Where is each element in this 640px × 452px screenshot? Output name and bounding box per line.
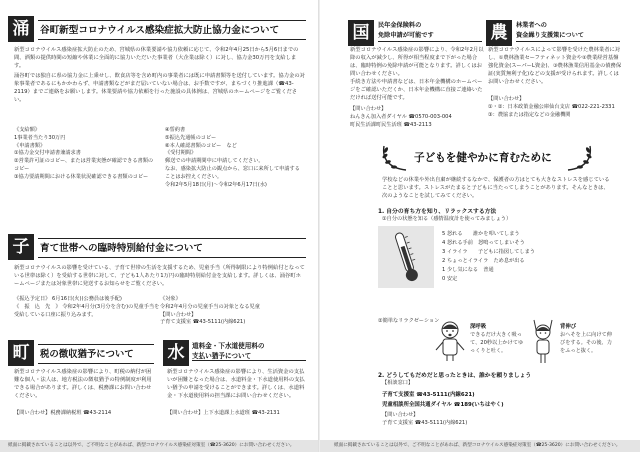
thermometer-icon	[378, 226, 434, 288]
list-item: ③協力要請期間における休業状況確認できる書類のコピー	[14, 173, 149, 180]
section3-contact: 【問い合わせ】税務課納税班 ☎43-2114	[14, 410, 112, 416]
right-section1-title-line1: 民年金保険料の	[378, 22, 422, 29]
list-item: ⑥本人確認書類のコピー など	[165, 142, 237, 149]
section3-title: 税の徴収猶予について	[40, 349, 134, 360]
level-item: 0 安定	[442, 276, 458, 282]
list-item: 1事業者当たり30万円	[14, 134, 66, 141]
level-item: 4 怒れる手前 怒鳴ってしまいそう	[442, 240, 525, 246]
list-item: ①協力金交付申請書兼請求書	[14, 150, 81, 157]
section1-list-left	[14, 127, 154, 182]
right-section2-badge: 農	[486, 20, 512, 46]
right-section1-title-line2: 免除申請が可能です	[378, 32, 434, 39]
emotion-levels	[442, 230, 612, 284]
section3-badge: 町	[8, 340, 34, 366]
right-section3-intro: 学校などの休業や外出自粛が継続するなかで、保護者の方はとても大きなストレスを感じていることと思います。ストレスがたまると子どもに当たってしまうことがあります。そんなときは、次のようなことを試してみてください。	[382, 177, 610, 199]
left-laurel-ornament	[378, 144, 408, 172]
list-item: 《申請書類》	[14, 142, 46, 149]
right-section2-divider	[516, 41, 620, 42]
right-footer: 紙面に掲載されていることは以外で、ご不明なことがあれば、新型コロナウイルス感染症対策室（☎25-3620）にお問い合わせください。	[320, 440, 640, 452]
level-item: 3 イライラ 子どもに指図してしまう	[442, 249, 535, 255]
row: 《対象》	[160, 296, 181, 302]
row-value: 6月16日(火)(公務員は後手配)	[51, 296, 122, 302]
contact-line: 【問い合わせ】	[350, 106, 387, 112]
row: 【問い合わせ】	[160, 311, 197, 318]
support-line: 子育て支援室 ☎43-5111(内線621)	[382, 392, 475, 398]
section2-badge: 子	[8, 234, 34, 260]
right-section2-title-line1: 林業者への	[516, 22, 547, 29]
right-page	[320, 0, 640, 452]
relax2-text: おへそを上に向けて伸びをする。その後、力をふっと抜く。	[560, 332, 612, 354]
relaxation-title: ②簡単なリラクゼーション	[378, 318, 440, 324]
list-item: ④誓約書	[165, 127, 186, 133]
paragraph: 新型コロナウイルス感染症の影響により、令和2年2月以降の収入が減少し、所得が相当程度まで下がった場合は、臨時特例の免除申請が可能となります。詳しくはお問い合わせください。	[350, 47, 484, 77]
paragraph: 手続き方法や申請書などは、日本年金機構のホームページをご確認いただくか、日本年金機構に直接ご連絡いただければ送付可能です。	[350, 79, 483, 101]
row-label: 《振込予定日》	[14, 296, 51, 302]
right-section1-contact	[350, 106, 484, 129]
right-section1-divider	[378, 41, 482, 42]
row: 子育て支援室 ☎43-5111(内線621)	[160, 319, 246, 326]
section4-contact: 【問い合わせ】上下水道課上水道班 ☎43-2131	[167, 410, 280, 416]
contact-line: 【問い合わせ】	[488, 96, 525, 102]
row: 令和2年4月分の児童手当の対象となる児童	[160, 303, 260, 310]
section2-rows	[14, 296, 164, 319]
list-item: 《支給額》	[14, 127, 40, 133]
list-item: ⑤振込先通帳のコピー	[165, 134, 217, 141]
section4-badge: 水	[163, 340, 189, 366]
right-section3-q1-sub: ①自分の状態を知る（感情温度計を使ってみましょう）	[382, 216, 512, 222]
right-section3-title: 子どもを健やかに育むために	[414, 152, 552, 164]
row	[14, 304, 164, 320]
section4-body: 新型コロナウイルス感染症の影響により、生活資金の支払いが困難となった場合は、水道料金・下水道使用料の支払い猶予の申請を受けることができます。詳しくは、水道料金・下水道使用料の担当課にお問い合わせください。	[167, 369, 305, 399]
section1-paragraph: 新型コロナウイルス感染症拡大防止のため、宮城県の休業要請や協力依頼に応じて、令和2年4月25日から5月6日までの間、酒類の提供時間の短縮や休業に全面的に協力いただいた事業者（大企業は除く）に対し、協力金30万円を支給します。	[14, 47, 299, 69]
stretch-figure-icon	[528, 318, 558, 364]
row-label: 《 振 込 先 》	[14, 303, 61, 310]
section2-rows-right	[160, 296, 308, 327]
left-footer: 紙面に掲載されていることは以外で、ご不明なことがあれば、新型コロナウイルス感染症対策室（☎25-3620）にお問い合わせください。	[0, 440, 320, 452]
list-item: 令和2年5月18日(月)〜令和2年6月17日(水)	[165, 181, 267, 188]
support-line: 児童相談所全国共通ダイヤル ☎189(いちはやく)	[382, 402, 504, 408]
list-item: なお、感染拡大防止の観点から、窓口に来所して申請することはお控えください。	[165, 165, 300, 180]
section4-title-line2: 支払い猶予について	[192, 352, 252, 360]
section1-paragraph: 涌谷町では独自に県の協力金に上乗せし、飲食店等を含め町内の事業者には既に申請書類等を送付しています。協力金の対象事業者であるにもかかわらず、申請書類などがまだ届いていない場合は、お手数ですが、まちづくり推進課（☎43-2119）までご連絡をお願いします。休業要請や協力依頼を行った施設の具体例は、宮城県のホームページをご覧ください。	[14, 73, 305, 103]
contact-line: 子育て支援室 ☎43-5111(内線621)	[382, 419, 468, 426]
contact-line: ①・②：日本政策金融公庫仙台支店 ☎022-221-2331	[488, 103, 615, 110]
level-item: 5 怒れる 誰かを叩いてしまう	[442, 231, 520, 237]
relax2-name: 背伸び	[560, 324, 577, 330]
section1-title: 谷町新型コロナウイルス感染症拡大防止協力金について	[40, 25, 280, 36]
row	[14, 296, 164, 304]
right-section1-body	[350, 46, 484, 102]
relax1-name: 深呼吸	[470, 324, 487, 330]
row-value: 令和2年4月分(3月分を含む)の児童手当を受給している口座に振り込みます。	[14, 303, 160, 318]
section2-title: 育て世帯への臨時特別給付金について	[40, 243, 203, 254]
list-item: 郵送での申請期間中に申請してください。	[165, 158, 264, 165]
support-title: 【相談窓口】	[382, 380, 414, 386]
section2-body: 新型コロナウイルスの影響を受けている、子育て世帯の生活を支援するため、児童手当（所得制限により特例給付となっている世帯は除く）を受給する世帯に対して、子ども1人あたり1万円の臨時特別給付金を支給します。詳しくは、涌谷町ホームページまたは対象世帯に発送するお知らせをご覧ください。	[14, 265, 305, 287]
right-section1-badge: 国	[348, 20, 374, 46]
level-item: 2 ちょっとイライラ ため息が出る	[442, 258, 525, 264]
list-item: ②営業許可証のコピー、または営業実態が確認できる書類のコピー	[14, 158, 154, 172]
right-section3-contact	[382, 412, 612, 428]
right-section2-body: 新型コロナウイルスによって影響を受けた農林業者に対し、①農林漁業セーフティネット資金や②農業経営基盤強化資金(スーパーL資金)、③農林漁業信用基金の債務保証(実質無利子化)などの支援が受けられます。詳しくはお問い合わせください。	[488, 47, 622, 85]
right-section2-contact	[488, 96, 622, 119]
right-section3-q2: 2. どうしてもだめだと思ったときは、誰かを頼りましょう	[378, 373, 532, 379]
section1-body	[14, 46, 306, 104]
contact-line: 【問い合わせ】	[382, 412, 419, 418]
relax1-text: できるだけ大きく吸って、20秒以上かけてゆっくりと吐く。	[470, 332, 524, 354]
contact-line: ③：農協または指定などの金融機関	[488, 111, 571, 118]
right-section2-title-line2: 資金繰り支援策について	[516, 32, 584, 39]
section1-badge: 涌	[8, 16, 34, 42]
list-item: 《受付期間》	[165, 150, 197, 157]
right-laurel-ornament	[566, 144, 596, 172]
section1-list-right	[165, 127, 305, 189]
section4-divider	[192, 360, 306, 361]
contact-line: ねんきん加入者ダイヤル ☎0570-003-004	[350, 113, 452, 120]
right-section3-q1: 1. 自分の育ち方を知り、リラックスする方法	[378, 209, 497, 215]
section4-title-line1: 道料金・下水道使用料の	[192, 342, 265, 350]
deep-breath-figure-icon	[432, 320, 468, 362]
contact-line: 町民生活課町民生活班 ☎43-2113	[350, 121, 432, 128]
level-item: 1 少し気になる 普通	[442, 267, 494, 273]
section3-body: 新型コロナウイルス感染症の影響により、町税の納付が困難な個人・法人は、地方税法の徴収猶予の特例制度が利用できる場合があります。詳しくは、税務課にお問い合わせください。	[14, 369, 152, 399]
